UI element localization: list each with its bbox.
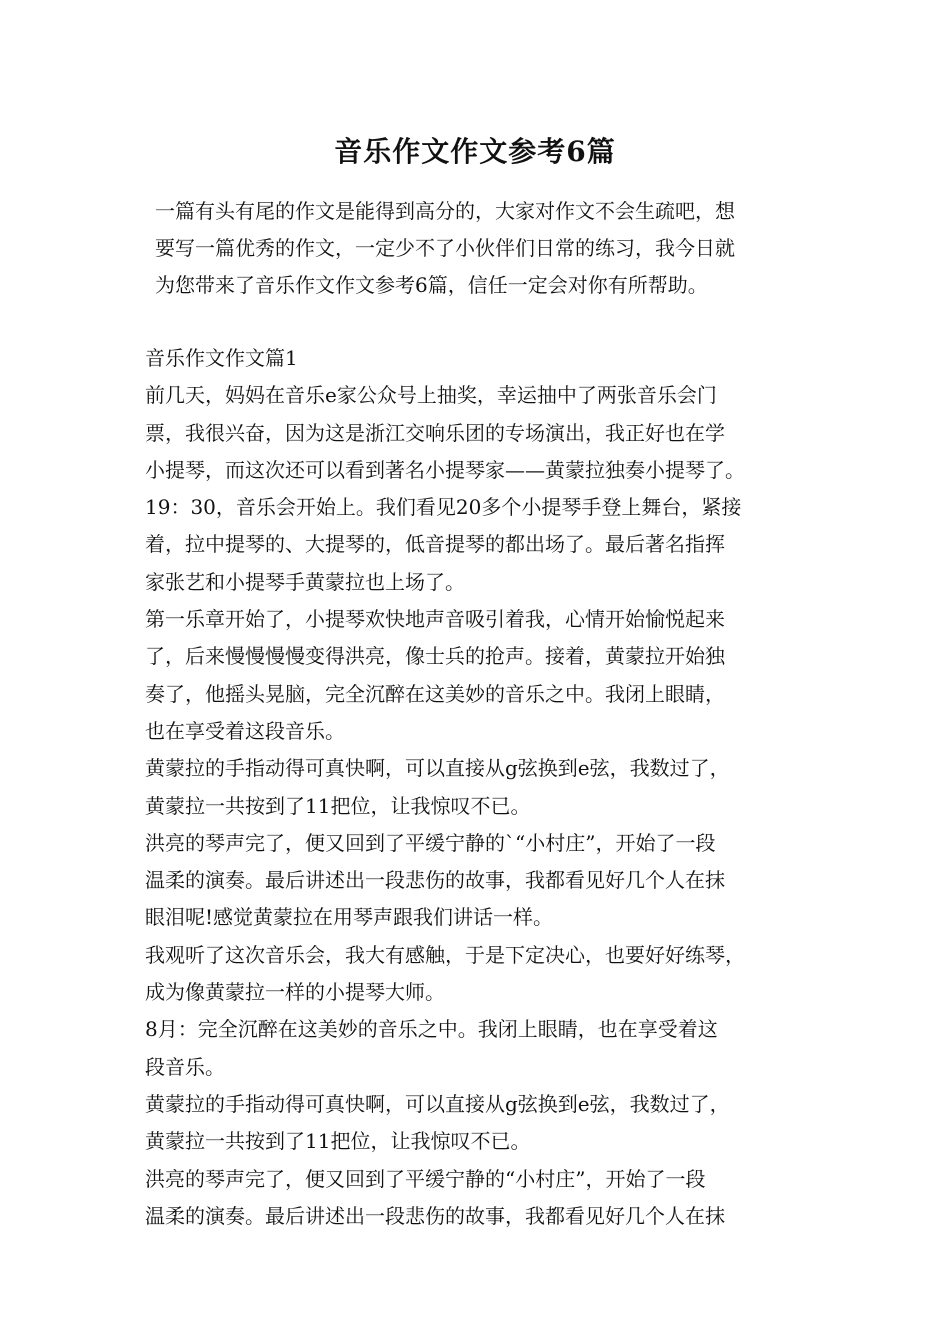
body-line: 黄蒙拉的手指动得可真快啊，可以直接从g弦换到e弦，我数过了， [145, 756, 730, 781]
body-line: 奏了，他摇头晃脑，完全沉醉在这美妙的音乐之中。我闭上眼睛， [145, 681, 725, 706]
body-line: 了，后来慢慢慢慢变得洪亮，像士兵的抢声。接着，黄蒙拉开始独 [145, 644, 725, 669]
body-line: 黄蒙拉一共按到了11把位，让我惊叹不已。 [145, 1129, 531, 1154]
body-line: 黄蒙拉一共按到了11把位，让我惊叹不已。 [145, 793, 531, 818]
body-line: 也在享受着这段音乐。 [145, 718, 345, 743]
body-line: 小提琴，而这次还可以看到著名小提琴家——黄蒙拉独奏小提琴了。 [145, 457, 745, 482]
body-line: 洪亮的琴声完了，便又回到了平缓宁静的“小村庄”，开始了一段 [145, 1166, 706, 1191]
intro-line: 一篇有头有尾的作文是能得到高分的，大家对作文不会生疏吧，想 [155, 199, 735, 223]
body-line: 我观听了这次音乐会，我大有感触，于是下定决心，也要好好练琴， [145, 942, 745, 967]
body-line: 成为像黄蒙拉一样的小提琴大师。 [145, 980, 445, 1005]
body-line: 第一乐章开始了，小提琴欢快地声音吸引着我，心情开始愉悦起来 [145, 607, 725, 632]
intro-paragraph [145, 193, 810, 304]
intro-line: 为您带来了音乐作文作文参考6篇，信任一定会对你有所帮助。 [155, 273, 708, 297]
body-line: 19：30，音乐会开始上。我们看见20多个小提琴手登上舞台，紧接 [145, 495, 742, 520]
body-line: 8月：完全沉醉在这美妙的音乐之中。我闭上眼睛，也在享受着这 [145, 1017, 718, 1042]
body-line: 黄蒙拉的手指动得可真快啊，可以直接从g弦换到e弦，我数过了， [145, 1091, 730, 1116]
body-line: 眼泪呢!感觉黄蒙拉在用琴声跟我们讲话一样。 [145, 905, 554, 930]
body-line: 温柔的演奏。最后讲述出一段悲伤的故事，我都看见好几个人在抹 [145, 868, 725, 893]
article-body [145, 340, 825, 1235]
body-line: 着，拉中提琴的、大提琴的，低音提琴的都出场了。最后著名指挥 [145, 532, 725, 557]
document-title: 音乐作文作文参考6篇 [334, 135, 616, 168]
section-heading: 音乐作文作文篇1 [145, 346, 298, 370]
body-line: 前几天，妈妈在音乐e家公众号上抽奖，幸运抽中了两张音乐会门 [145, 383, 717, 408]
intro-line: 要写一篇优秀的作文，一定少不了小伙伴们日常的练习，我今日就 [155, 236, 735, 260]
body-line: 温柔的演奏。最后讲述出一段悲伤的故事，我都看见好几个人在抹 [145, 1203, 725, 1228]
body-line: 洪亮的琴声完了，便又回到了平缓宁静的`“小村庄”，开始了一段 [145, 830, 716, 855]
body-line: 票，我很兴奋，因为这是浙江交响乐团的专场演出，我正好也在学 [145, 420, 725, 445]
body-line: 家张艺和小提琴手黄蒙拉也上场了。 [145, 569, 465, 594]
body-line: 段音乐。 [145, 1054, 225, 1079]
